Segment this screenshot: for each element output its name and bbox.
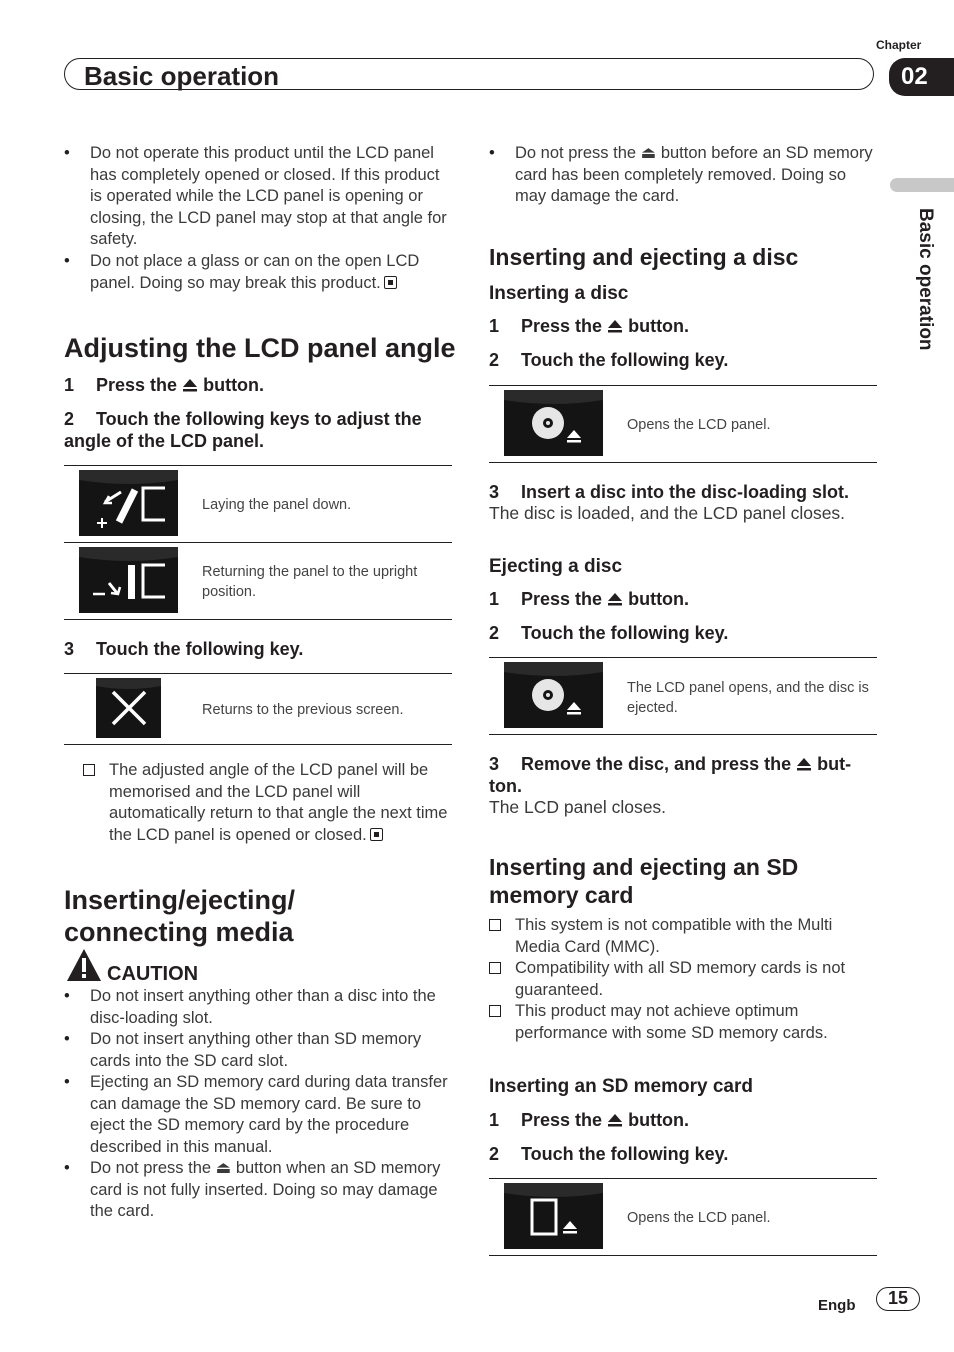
table-rule: [64, 619, 452, 620]
table-rule: [489, 1178, 877, 1179]
note: This system is not compatible with the Multi Media Card (MMC).: [489, 915, 879, 958]
close-icon: [96, 678, 161, 738]
table-rule: [64, 542, 452, 543]
note-icon: [489, 962, 501, 974]
eject-icon: [796, 757, 812, 771]
section-heading: Adjusting the LCD panel angle: [64, 333, 456, 363]
chapter-number: 02: [889, 58, 954, 96]
note-icon: [489, 1005, 501, 1017]
note-icon: [83, 764, 95, 776]
step: 3 Insert a disc into the disc-loading slot.: [489, 482, 850, 502]
table-rule: [64, 744, 452, 745]
table-rule: [489, 462, 877, 463]
note-icon: [489, 919, 501, 931]
step-result: The disc is loaded, and the LCD panel closes.: [489, 503, 846, 523]
note: The adjusted angle of the LCD panel will be memorised and the LCD panel will automatically return to that angle the next time the LCD panel is opened or closed.: [83, 760, 449, 846]
close-key[interactable]: [96, 678, 161, 738]
subsection-heading: Ejecting a disc: [489, 556, 623, 577]
step: 2 Touch the following key.: [489, 1144, 729, 1164]
step: 3 Remove the disc, and press the but-: [489, 754, 852, 774]
key-description: The LCD panel opens, and the disc is ejected.: [627, 680, 869, 716]
table-rule: [489, 385, 877, 386]
chapter-label: Chapter: [876, 38, 922, 52]
section-heading: connecting media: [64, 917, 294, 947]
key-description: Laying the panel down.: [202, 497, 352, 513]
section-heading: Inserting and ejecting a disc: [489, 244, 799, 270]
table-rule: [489, 734, 877, 735]
step: 1 Press the button.: [489, 589, 690, 609]
caution-icon: [66, 948, 102, 987]
step: 2 Touch the following keys to adjust the angle of the LCD panel.: [64, 409, 422, 451]
table-rule: [489, 1255, 877, 1256]
eject-icon: [607, 1113, 623, 1127]
eject-icon: [607, 319, 623, 333]
step: 3 Touch the following key.: [64, 639, 304, 659]
key-description: Opens the LCD panel.: [627, 417, 771, 433]
step-result: The LCD panel closes.: [489, 797, 667, 817]
side-tab: [890, 178, 954, 192]
caution-label: CAUTION: [107, 963, 199, 985]
step: 1 Press the button.: [64, 375, 265, 395]
panel-upright-icon: [79, 547, 178, 613]
list-item: • Do not place a glass or can on the open LCD panel. Doing so may break this product.: [64, 252, 420, 292]
step-continued: ton.: [489, 776, 522, 796]
step: 2 Touch the following key.: [489, 623, 729, 643]
sd-card-eject-icon: [504, 1183, 603, 1249]
table-rule: [64, 465, 452, 466]
panel-upright-key[interactable]: [79, 547, 178, 613]
key-description: Returns to the previous screen.: [202, 702, 404, 718]
key-description: Returning the panel to the upright position.: [202, 564, 418, 600]
eject-icon: [607, 592, 623, 606]
step: 1 Press the button.: [489, 316, 690, 336]
list-item: • Ejecting an SD memory card during data transfer can damage the SD memory card. Be sure to eject the SD memory card by the procedure described in this manual.: [64, 1073, 448, 1156]
table-rule: [64, 673, 452, 674]
eject-disc-key[interactable]: [504, 662, 603, 728]
disc-eject-icon: [504, 662, 603, 728]
note: This product may not achieve optimum performance with some SD memory cards.: [489, 1001, 879, 1044]
key-description: Opens the LCD panel.: [627, 1210, 771, 1226]
language-code: Engb: [818, 1297, 856, 1314]
list-item: • Do not insert anything other than a disc into the disc-loading slot.: [64, 987, 436, 1027]
list-item: • Do not insert anything other than SD memory cards into the SD card slot.: [64, 1030, 422, 1070]
side-label: Basic operation: [915, 208, 936, 351]
section-heading: memory card: [489, 882, 634, 908]
subsection-heading: Inserting a disc: [489, 283, 629, 304]
list-item: • Do not operate this product until the LCD panel has completely opened or closed. If this product is operated while the LCD panel is opening or closing, the LCD panel may stop at that angle for safety.: [64, 144, 447, 248]
open-sd-key[interactable]: [504, 1183, 603, 1249]
subsection-heading: Inserting an SD memory card: [489, 1076, 753, 1097]
step: 2 Touch the following key.: [489, 350, 729, 370]
note: Compatibility with all SD memory cards is not guaranteed.: [489, 958, 879, 1001]
section-heading: Inserting and ejecting an SD: [489, 854, 799, 880]
list-item: • Do not press the ⏏ button when an SD memory card is not fully inserted. Doing so may damage the card.: [64, 1159, 441, 1220]
end-mark-icon: [384, 276, 397, 289]
list-item: • Do not press the ⏏ button before an SD memory card has been completely removed. Doing so may damage the card.: [489, 144, 873, 205]
page-title: Basic operation: [84, 61, 280, 91]
panel-down-icon: [79, 470, 178, 536]
end-mark-icon: [370, 828, 383, 841]
panel-down-key[interactable]: [79, 470, 178, 536]
table-rule: [489, 657, 877, 658]
page-number: 15: [876, 1287, 920, 1311]
section-heading: Inserting/ejecting/: [64, 885, 296, 915]
open-disc-key[interactable]: [504, 390, 603, 456]
disc-eject-icon: [504, 390, 603, 456]
step: 1 Press the button.: [489, 1110, 690, 1130]
eject-icon: [182, 378, 198, 392]
